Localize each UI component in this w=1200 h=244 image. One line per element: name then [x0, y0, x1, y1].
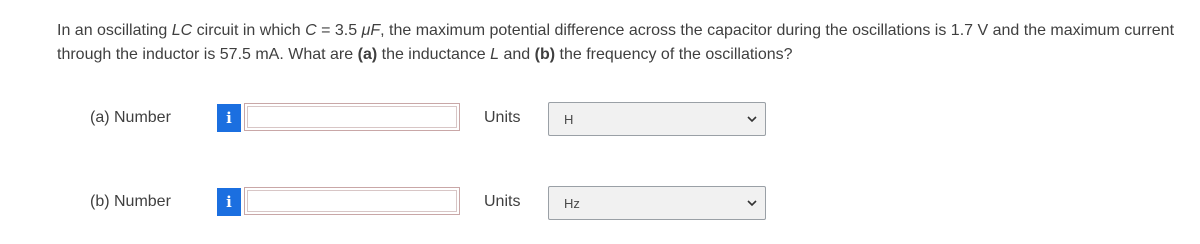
- question-unit-uf: μF: [361, 22, 381, 39]
- question-text-segment: and: [499, 46, 535, 63]
- question-text-segment: = 3.5: [316, 22, 362, 39]
- question-part-b-marker: (b): [534, 46, 556, 63]
- part-b-units-select[interactable]: [548, 186, 766, 220]
- part-a-number-input[interactable]: [247, 106, 457, 128]
- question-text-segment: the frequency of the oscillations?: [555, 46, 793, 63]
- chevron-down-icon: [747, 199, 757, 207]
- part-a-answer-box: [244, 103, 460, 131]
- part-a-units-select[interactable]: [548, 102, 766, 136]
- part-b-label: (b) Number: [90, 193, 171, 210]
- part-a-units-value: H: [564, 112, 574, 127]
- answer-row-b: [0, 185, 1200, 221]
- answer-row-a: [0, 101, 1200, 137]
- question-var-l: L: [490, 46, 500, 63]
- question-text-segment: the inductance: [377, 46, 491, 63]
- part-b-number-input[interactable]: [247, 190, 457, 212]
- part-b-units-value: Hz: [564, 196, 580, 211]
- question-var-c: C: [305, 22, 317, 39]
- part-a-label: (a) Number: [90, 109, 171, 126]
- info-icon[interactable]: i: [217, 104, 241, 132]
- question-text-segment: circuit in which: [192, 22, 306, 39]
- part-b-answer-box: [244, 187, 460, 215]
- part-b-units-label: Units: [484, 193, 521, 210]
- question-part-a-marker: (a): [357, 46, 378, 63]
- info-icon[interactable]: i: [217, 188, 241, 216]
- part-a-units-label: Units: [484, 109, 521, 126]
- question-text: [57, 19, 1177, 67]
- chevron-down-icon: [747, 115, 757, 123]
- question-text-segment: , the maximum potential difference across the capacitor during the oscillations is 1.7 V and the maximum current through the inductor is 57.5 mA. What are: [57, 22, 1175, 63]
- question-text-segment: In an oscillating: [57, 22, 172, 39]
- question-var-lc: LC: [171, 22, 193, 39]
